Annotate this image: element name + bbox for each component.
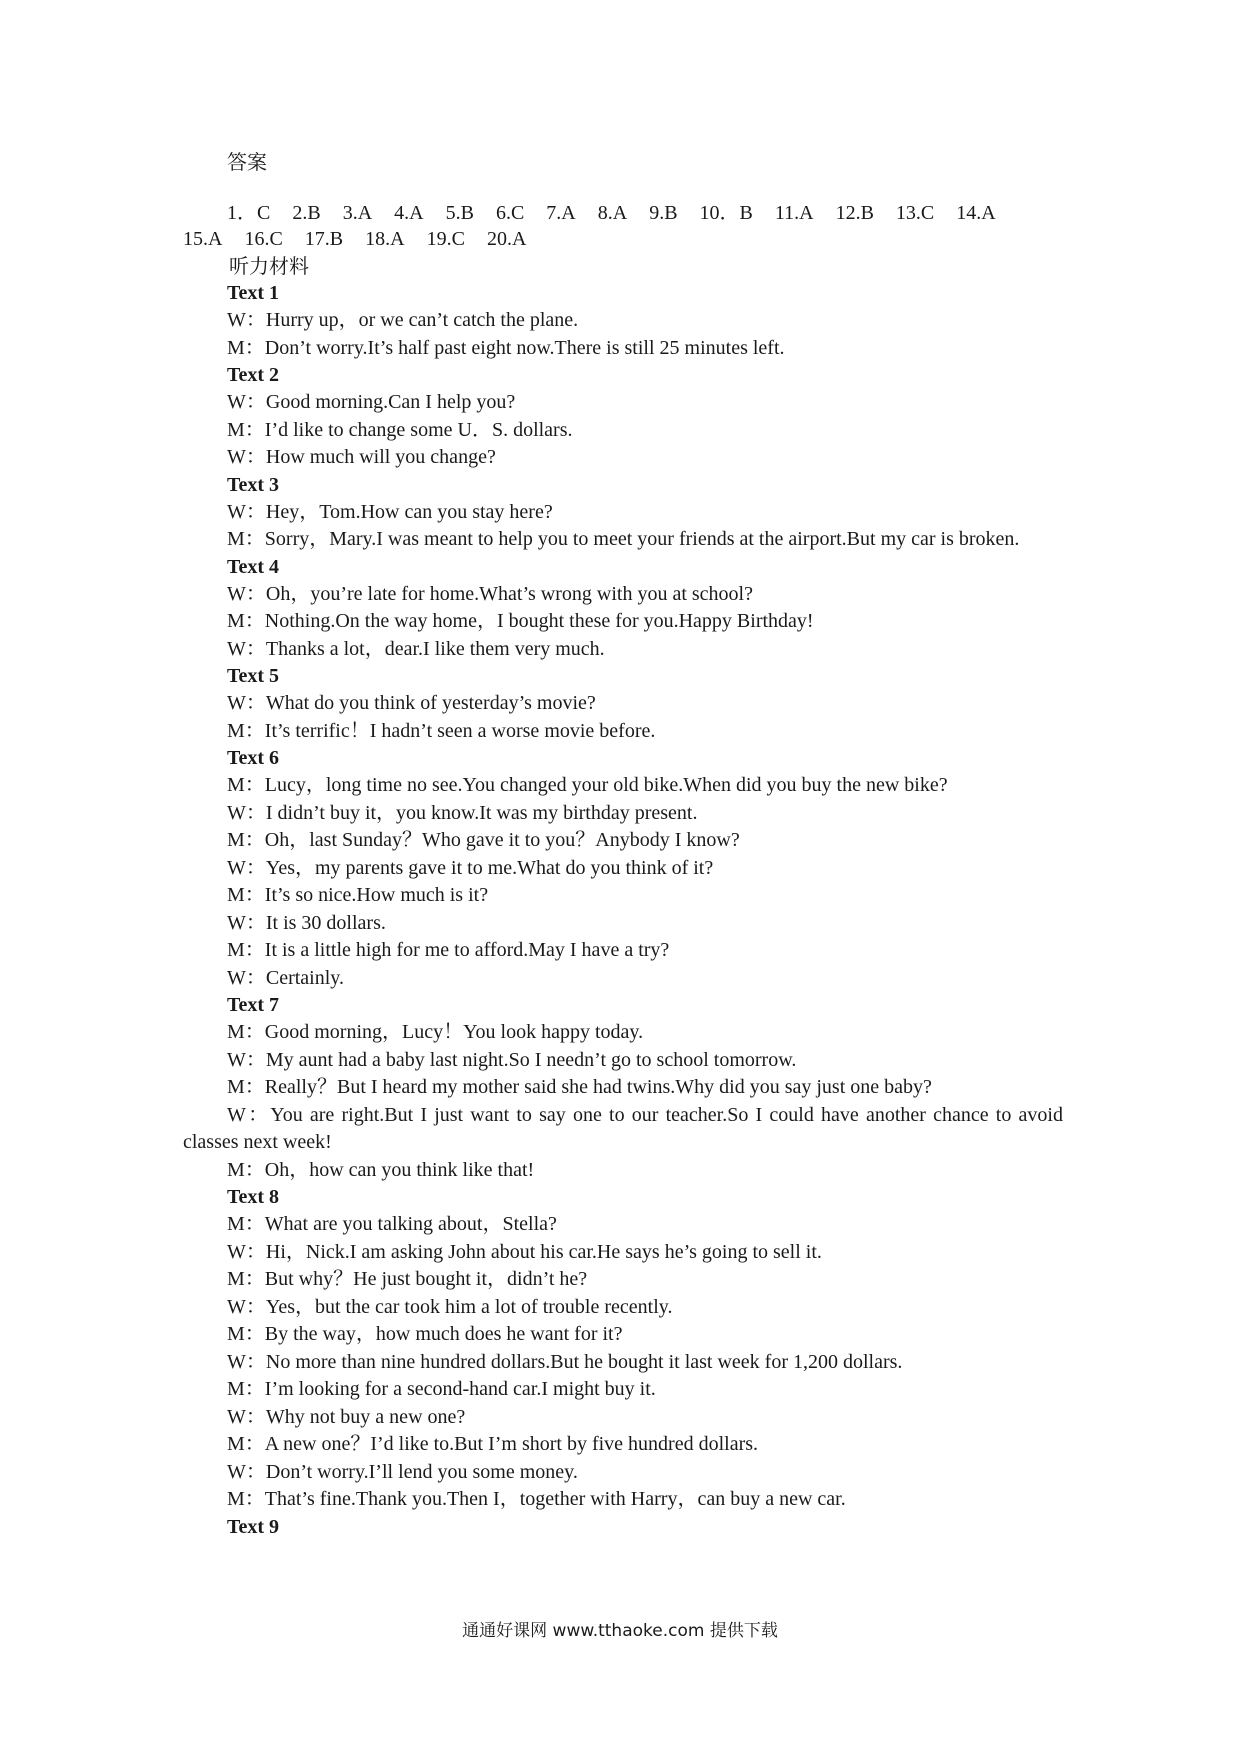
answer-item: 1．C — [227, 202, 271, 224]
answer-item: 12.B — [835, 202, 874, 224]
footer-download-note: 通通好课网 www.tthaoke.com 提供下载 — [462, 1621, 778, 1641]
dialogue-line: M：Oh，how can you think like that! — [227, 1158, 535, 1181]
dialogue-line: W：Good morning.Can I help you? — [227, 391, 516, 413]
document-content — [183, 148, 1063, 1541]
dialogue-line: M：Nothing.On the way home，I bought these for you.Happy Birthday! — [227, 610, 814, 632]
text-title: Text 7 — [227, 994, 280, 1016]
answer-key — [183, 200, 1063, 252]
dialogue-line: M：But why？He just bought it，didn’t he? — [227, 1268, 588, 1290]
answers-heading: 答案 — [227, 150, 267, 174]
text-title: Text 2 — [227, 364, 280, 386]
text-title: Text 5 — [227, 665, 280, 687]
answer-item: 3.A — [342, 202, 373, 224]
answer-item: 6.C — [495, 202, 525, 224]
dialogue-line: M：It’s terrific！I hadn’t seen a worse movie before. — [227, 719, 656, 742]
dialogue-line: M：Sorry，Mary.I was meant to help you to meet your friends at the airport.But my car is broken. — [227, 528, 1020, 550]
dialogue-line: W：Don’t worry.I’ll lend you some money. — [227, 1460, 578, 1483]
answer-item: 17.B — [304, 228, 344, 250]
dialogue-line: M：By the way，how much does he want for it? — [227, 1323, 623, 1345]
dialogue-line: W：What do you think of yesterday’s movie? — [227, 692, 596, 714]
answer-item: 13.C — [895, 202, 935, 224]
dialogue-line: M：What are you talking about，Stella? — [227, 1213, 557, 1235]
dialogue-line: M：A new one？I’d like to.But I’m short by five hundred dollars. — [227, 1433, 759, 1455]
text-title: Text 4 — [227, 555, 280, 578]
answer-item: 9.B — [649, 202, 678, 224]
answer-item: 4.A — [394, 202, 424, 224]
dialogue-line: M：I’d like to change some U．S. dollars. — [227, 418, 573, 441]
dialogue-line: W：You are right.But I just want to say one to our teacher.So I could have another chance to avoid classes next week! — [183, 1103, 1063, 1153]
dialogue-line: M：Lucy，long time no see.You changed your old bike.When did you buy the new bike? — [227, 774, 948, 796]
dialogue-line: W：Thanks a lot，dear.I like them very much. — [227, 637, 605, 660]
answer-item: 11.A — [774, 202, 814, 224]
dialogue-line: M：Oh，last Sunday？Who gave it to you？Anybody I know? — [227, 829, 740, 851]
dialogue-line: W：No more than nine hundred dollars.But he bought it last week for 1,200 dollars. — [227, 1350, 903, 1373]
dialogue-line: M：Really？But I heard my mother said she had twins.Why did you say just one baby? — [227, 1076, 932, 1098]
listening-material-heading: 听力材料 — [229, 254, 309, 278]
answer-item: 20.A — [486, 228, 527, 250]
answer-item: 5.B — [445, 202, 474, 224]
dialogue-line: W：Hey，Tom.How can you stay here? — [227, 500, 553, 523]
dialogue-line: M：I’m looking for a second-hand car.I might buy it. — [227, 1378, 656, 1400]
text-title: Text 1 — [227, 282, 280, 304]
answer-item: 14.A — [956, 202, 996, 224]
answer-item: 16.C — [244, 228, 283, 250]
dialogue-line: M：Don’t worry.It’s half past eight now.There is still 25 minutes left. — [227, 336, 785, 359]
dialogue-line: W：Why not buy a new one? — [227, 1405, 466, 1428]
dialogue-line: W：Hi，Nick.I am asking John about his car.He says he’s going to sell it. — [227, 1240, 822, 1263]
answer-item: 10．B — [699, 202, 753, 224]
dialogue-line: W：Yes，my parents gave it to me.What do you think of it? — [227, 856, 714, 879]
dialogue-line: W：I didn’t buy it，you know.It was my birthday present. — [227, 801, 698, 824]
answer-item: 15.A — [183, 228, 223, 250]
dialogue-line: M：Good morning，Lucy！You look happy today. — [227, 1021, 644, 1043]
dialogue-line: M：It’s so nice.How much is it? — [227, 884, 489, 906]
answer-item: 18.A — [365, 228, 405, 250]
dialogue-line: W：How much will you change? — [227, 446, 496, 468]
dialogue-line: W：My aunt had a baby last night.So I needn’t go to school tomorrow. — [227, 1048, 797, 1071]
text-title: Text 3 — [227, 473, 280, 496]
dialogue-line: W：It is 30 dollars. — [227, 911, 386, 934]
dialogue-line: W：Hurry up，or we can’t catch the plane. — [227, 309, 579, 331]
dialogue-line: W：Yes，but the car took him a lot of trouble recently. — [227, 1295, 673, 1318]
answer-item: 7.A — [546, 202, 576, 224]
answer-item: 8.A — [597, 202, 628, 224]
dialogue-line: W：Oh，you’re late for home.What’s wrong with you at school? — [227, 582, 753, 605]
answer-item: 2.B — [292, 202, 321, 224]
answer-item: 19.C — [426, 228, 465, 250]
text-title: Text 6 — [227, 747, 280, 769]
dialogue-line: M：That’s fine.Thank you.Then I，together with Harry，can buy a new car. — [227, 1488, 846, 1510]
dialogue-line: M：It is a little high for me to afford.May I have a try? — [227, 939, 670, 961]
dialogue-line: W：Certainly. — [227, 966, 345, 989]
listening-texts — [183, 280, 1063, 1541]
text-title: Text 9 — [227, 1515, 280, 1538]
text-title: Text 8 — [227, 1186, 280, 1208]
